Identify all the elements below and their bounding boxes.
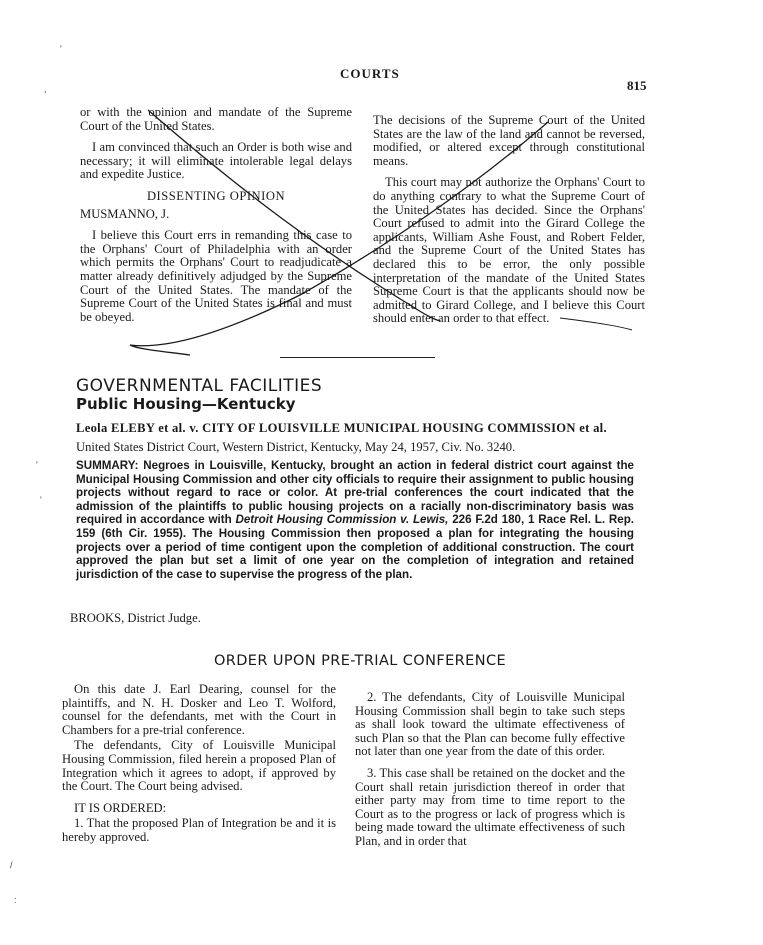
- order-paragraph: The defendants, City of Louisville Municipal Housing Commission, filed herein a proposed Plan of Integration which it agrees to adopt, if approved by the Court. The Court being advised.: [62, 738, 336, 794]
- order-left-column: [62, 683, 336, 853]
- order-right-column: [355, 691, 625, 857]
- page-number: 815: [627, 78, 647, 93]
- order-item: 1. That the proposed Plan of Integration be and it is hereby approved.: [62, 816, 336, 844]
- scan-mark: ': [40, 495, 42, 505]
- order-title: ORDER UPON PRE-TRIAL CONFERENCE: [213, 653, 507, 669]
- summary: [76, 459, 634, 581]
- judge-line: BROOKS, District Judge.: [70, 611, 201, 625]
- scan-mark: :: [14, 895, 17, 905]
- opinion-paragraph: I am convinced that such an Order is both wise and necessary; it will eliminate intolerable legal delays and expedite Justice.: [80, 140, 352, 182]
- order-item: 2. The defendants, City of Louisville Municipal Housing Commission shall begin to take such steps as shall look toward the ultimate effectiveness of such Plan so that the Plan can become fully effective not later than one year from the date of this order.: [355, 690, 625, 759]
- opinion-paragraph: This court may not authorize the Orphans' Court to do anything contrary to what the Supreme Court of the United States has decided. Since the Orphans' Court refused to admit into the Girard College the applicants, William Ashe Foust, and Robert Felder, and the Supreme Court of the United States has declared this to be error, the only possible interpretation of the mandate of the United States Supreme Court is that the applicants should now be admitted to Girard College, and I believe this Court should enter an order to that effect.: [373, 175, 645, 326]
- section-divider: [280, 357, 435, 358]
- scan-mark: /: [10, 860, 13, 870]
- section-heading: GOVERNMENTAL FACILITIES: [76, 376, 323, 396]
- scan-mark: ': [60, 44, 62, 54]
- running-title: COURTS: [340, 66, 400, 81]
- summary-text: Negroes in Louisville, Kentucky, brought an action in federal district court against the Municipal Housing Commission and other city officials to require their assignment to public housing projects without regard to race or color. At pre-trial conferences the court indicated that the admission of the plaintiffs to public housing projects on a racially non-discriminatory basis was required in accordance with: [76, 459, 634, 527]
- dissent-heading: DISSENTING OPINION: [146, 188, 286, 203]
- opinion-paragraph: I believe this Court errs in remanding this case to the Orphans' Court of Philadelphia with an order which permits the Orphans' Court to readjudicate a matter already definitively adjudged by the Supreme Court of the United States. The mandate of the Supreme Court of the United States is final and must be obeyed.: [80, 228, 352, 324]
- summary-citation: Detroit Housing Commission v. Lewis,: [235, 513, 449, 527]
- ordered-heading: IT IS ORDERED:: [74, 800, 167, 815]
- judge-name: MUSMANNO, J.: [80, 206, 170, 221]
- scan-mark: ': [36, 460, 38, 470]
- summary-label: SUMMARY:: [76, 459, 139, 472]
- order-paragraph: On this date J. Earl Dearing, counsel for the plaintiffs, and N. H. Dosker and Leo T. Wolford, counsel for the defendants, met with the Court in Chambers for a pre-trial conference.: [62, 682, 336, 737]
- section-subheading: Public Housing—Kentucky: [76, 395, 296, 413]
- opinion-paragraph: or with the opinion and mandate of the Supreme Court of the United States.: [80, 105, 352, 133]
- summary-text-cont: 226 F.2d 180, 1 Race Rel. L. Rep. 159 (6th Cir. 1955). The Housing Commission then proposed a plan for integrating the housing projects over a period of time contigent upon the completion of additional construction. The court approved the plan but set a limit of one year on the completion of integration and retained jurisdiction of the case to supervise the progress of the plan.: [76, 513, 635, 581]
- court-line: United States District Court, Western District, Kentucky, May 24, 1957, Civ. No. 3240.: [76, 440, 516, 454]
- order-item: 3. This case shall be retained on the docket and the Court shall retain jurisdiction thereof in order that either party may from time to time report to the Court as to the progress or lack of progress which is being made toward the ultimate effectiveness of such Plan, and in order that: [355, 765, 625, 848]
- opinion-paragraph: The decisions of the Supreme Court of the United States are the law of the land and cannot be reversed, modified, or altered except through constitutional means.: [373, 113, 645, 168]
- case-title: Leola ELEBY et al. v. CITY OF LOUISVILLE MUNICIPAL HOUSING COMMISSION et al.: [76, 421, 607, 435]
- scan-mark: ,: [44, 84, 47, 94]
